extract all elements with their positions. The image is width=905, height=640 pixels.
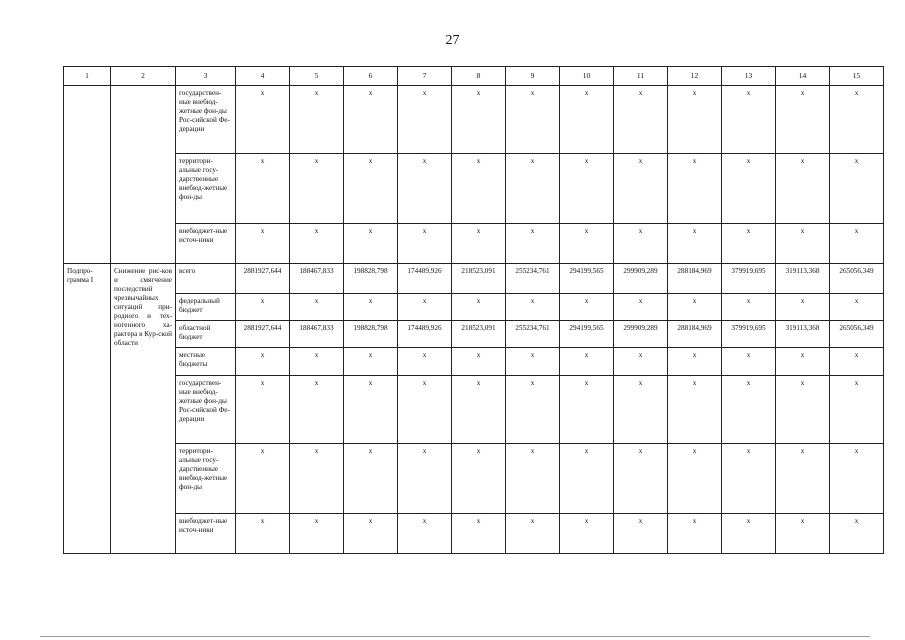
value-cell: x — [452, 444, 506, 514]
value-cell: x — [398, 294, 452, 321]
value-cell: x — [344, 294, 398, 321]
budget-table — [63, 66, 884, 554]
value-cell: x — [236, 86, 290, 154]
value-cell: x — [236, 514, 290, 554]
value-cell: x — [236, 154, 290, 224]
value-cell: x — [776, 514, 830, 554]
value-cell: x — [830, 294, 884, 321]
value-cell: 174489,926 — [398, 264, 452, 294]
value-cell: x — [560, 154, 614, 224]
value-cell: x — [236, 376, 290, 444]
value-cell: x — [776, 86, 830, 154]
value-cell: 218523,091 — [452, 264, 506, 294]
value-cell: x — [776, 376, 830, 444]
table-row — [64, 348, 884, 376]
funding-source: внебюджет-ные источ-ники — [176, 224, 236, 264]
value-cell: 288184,969 — [668, 321, 722, 348]
value-cell: x — [830, 224, 884, 264]
value-cell: x — [614, 514, 668, 554]
value-cell: 265056,349 — [830, 264, 884, 294]
value-cell: x — [722, 154, 776, 224]
value-cell: x — [668, 154, 722, 224]
value-cell: 379919,695 — [722, 264, 776, 294]
value-cell: 2881927,644 — [236, 264, 290, 294]
value-cell: x — [290, 514, 344, 554]
value-cell: x — [614, 294, 668, 321]
value-cell: x — [506, 86, 560, 154]
value-cell: x — [344, 224, 398, 264]
value-cell: 288184,969 — [668, 264, 722, 294]
value-cell: x — [236, 224, 290, 264]
value-cell: x — [722, 294, 776, 321]
value-cell: x — [560, 348, 614, 376]
value-cell: x — [452, 514, 506, 554]
value-cell: x — [452, 376, 506, 444]
column-number: 14 — [776, 67, 830, 86]
value-cell: x — [830, 86, 884, 154]
table-row — [64, 264, 884, 294]
value-cell: x — [452, 154, 506, 224]
value-cell: x — [560, 86, 614, 154]
value-cell: x — [452, 224, 506, 264]
value-cell: 265056,349 — [830, 321, 884, 348]
value-cell: x — [776, 154, 830, 224]
column-number: 12 — [668, 67, 722, 86]
page-number: 27 — [445, 33, 460, 48]
table-row — [64, 294, 884, 321]
value-cell: x — [344, 444, 398, 514]
value-cell: 294199,565 — [560, 321, 614, 348]
empty-cell — [111, 86, 176, 264]
value-cell: x — [290, 224, 344, 264]
value-cell: x — [452, 348, 506, 376]
column-number: 15 — [830, 67, 884, 86]
value-cell: 218523,091 — [452, 321, 506, 348]
table-header-row — [64, 67, 884, 86]
value-cell: 319113,368 — [776, 321, 830, 348]
column-number: 5 — [290, 67, 344, 86]
value-cell: x — [398, 224, 452, 264]
funding-source: внебюджет-ные источ-ники — [176, 514, 236, 554]
value-cell: x — [560, 294, 614, 321]
value-cell: x — [668, 86, 722, 154]
value-cell: x — [506, 514, 560, 554]
value-cell: x — [668, 376, 722, 444]
table-row — [64, 154, 884, 224]
value-cell: 2881927,644 — [236, 321, 290, 348]
value-cell: x — [668, 348, 722, 376]
subprogram-number: Подпро-грамма I — [64, 264, 111, 554]
value-cell: x — [290, 154, 344, 224]
value-cell: x — [398, 514, 452, 554]
value-cell: x — [290, 376, 344, 444]
value-cell: 188467,833 — [290, 264, 344, 294]
value-cell: x — [614, 376, 668, 444]
value-cell: x — [344, 86, 398, 154]
funding-source: федеральный бюджет — [176, 294, 236, 321]
value-cell: 174489,926 — [398, 321, 452, 348]
column-number: 7 — [398, 67, 452, 86]
table-row — [64, 224, 884, 264]
value-cell: x — [668, 444, 722, 514]
value-cell: x — [290, 294, 344, 321]
funding-source: государствен-ные внебюд-жетные фон-ды Рос-сийской Фе-дерации — [176, 86, 236, 154]
funding-source: территори-альные госу-дарственные внебюд-жетные фон-ды — [176, 444, 236, 514]
value-cell: x — [344, 348, 398, 376]
value-cell: x — [290, 348, 344, 376]
funding-source: областной бюджет — [176, 321, 236, 348]
value-cell: 255234,761 — [506, 321, 560, 348]
column-number: 1 — [64, 67, 111, 86]
column-number: 11 — [614, 67, 668, 86]
column-number: 10 — [560, 67, 614, 86]
value-cell: x — [344, 376, 398, 444]
value-cell: x — [506, 376, 560, 444]
value-cell: x — [506, 224, 560, 264]
value-cell: x — [722, 376, 776, 444]
value-cell: 299909,289 — [614, 321, 668, 348]
value-cell: x — [398, 376, 452, 444]
value-cell: x — [290, 444, 344, 514]
column-number: 4 — [236, 67, 290, 86]
column-number: 8 — [452, 67, 506, 86]
table-row — [64, 444, 884, 514]
value-cell: x — [722, 444, 776, 514]
value-cell: 379919,695 — [722, 321, 776, 348]
value-cell: x — [722, 224, 776, 264]
value-cell: x — [830, 154, 884, 224]
funding-source: местные бюджеты — [176, 348, 236, 376]
value-cell: x — [398, 444, 452, 514]
value-cell: x — [614, 444, 668, 514]
value-cell: x — [830, 514, 884, 554]
value-cell: x — [236, 294, 290, 321]
value-cell: 188467,833 — [290, 321, 344, 348]
value-cell: x — [506, 444, 560, 514]
table-row — [64, 514, 884, 554]
value-cell: x — [830, 348, 884, 376]
column-number: 2 — [111, 67, 176, 86]
column-number: 13 — [722, 67, 776, 86]
value-cell: x — [722, 514, 776, 554]
value-cell: 319113,368 — [776, 264, 830, 294]
value-cell: 198828,798 — [344, 321, 398, 348]
value-cell: x — [398, 86, 452, 154]
funding-source: всего — [176, 264, 236, 294]
value-cell: x — [668, 514, 722, 554]
column-number: 6 — [344, 67, 398, 86]
value-cell: x — [776, 444, 830, 514]
value-cell: x — [452, 86, 506, 154]
value-cell: x — [776, 294, 830, 321]
value-cell: x — [344, 514, 398, 554]
value-cell: x — [614, 224, 668, 264]
value-cell: x — [614, 348, 668, 376]
value-cell: x — [668, 294, 722, 321]
value-cell: x — [776, 224, 830, 264]
funding-source: территори-альные госу-дарственные внебюд-жетные фон-ды — [176, 154, 236, 224]
value-cell: x — [398, 154, 452, 224]
value-cell: x — [506, 348, 560, 376]
value-cell: x — [560, 444, 614, 514]
value-cell: x — [614, 154, 668, 224]
value-cell: x — [830, 376, 884, 444]
value-cell: x — [668, 224, 722, 264]
value-cell: x — [452, 294, 506, 321]
value-cell: x — [560, 514, 614, 554]
column-number: 3 — [176, 67, 236, 86]
value-cell: x — [506, 154, 560, 224]
value-cell: x — [722, 86, 776, 154]
value-cell: x — [236, 348, 290, 376]
value-cell: 294199,565 — [560, 264, 614, 294]
value-cell: x — [236, 444, 290, 514]
value-cell: x — [614, 86, 668, 154]
value-cell: x — [560, 376, 614, 444]
page-bottom-rule — [40, 636, 870, 637]
subprogram-title: Снижение рис-ков и смягчение последствий чрезвычайных ситуаций при-родного и тех-ногенного ха-рактера в Кур-ской области — [111, 264, 176, 554]
value-cell: x — [290, 86, 344, 154]
value-cell: x — [722, 348, 776, 376]
value-cell: 255234,761 — [506, 264, 560, 294]
value-cell: x — [560, 224, 614, 264]
value-cell: 198828,798 — [344, 264, 398, 294]
value-cell: x — [506, 294, 560, 321]
table-row — [64, 321, 884, 348]
value-cell: x — [830, 444, 884, 514]
column-number: 9 — [506, 67, 560, 86]
table-row — [64, 376, 884, 444]
value-cell: x — [344, 154, 398, 224]
table-row — [64, 86, 884, 154]
value-cell: 299909,289 — [614, 264, 668, 294]
value-cell: x — [398, 348, 452, 376]
funding-source: государствен-ные внебюд-жетные фон-ды Рос-сийской Фе-дерации — [176, 376, 236, 444]
empty-cell — [64, 86, 111, 264]
value-cell: x — [776, 348, 830, 376]
